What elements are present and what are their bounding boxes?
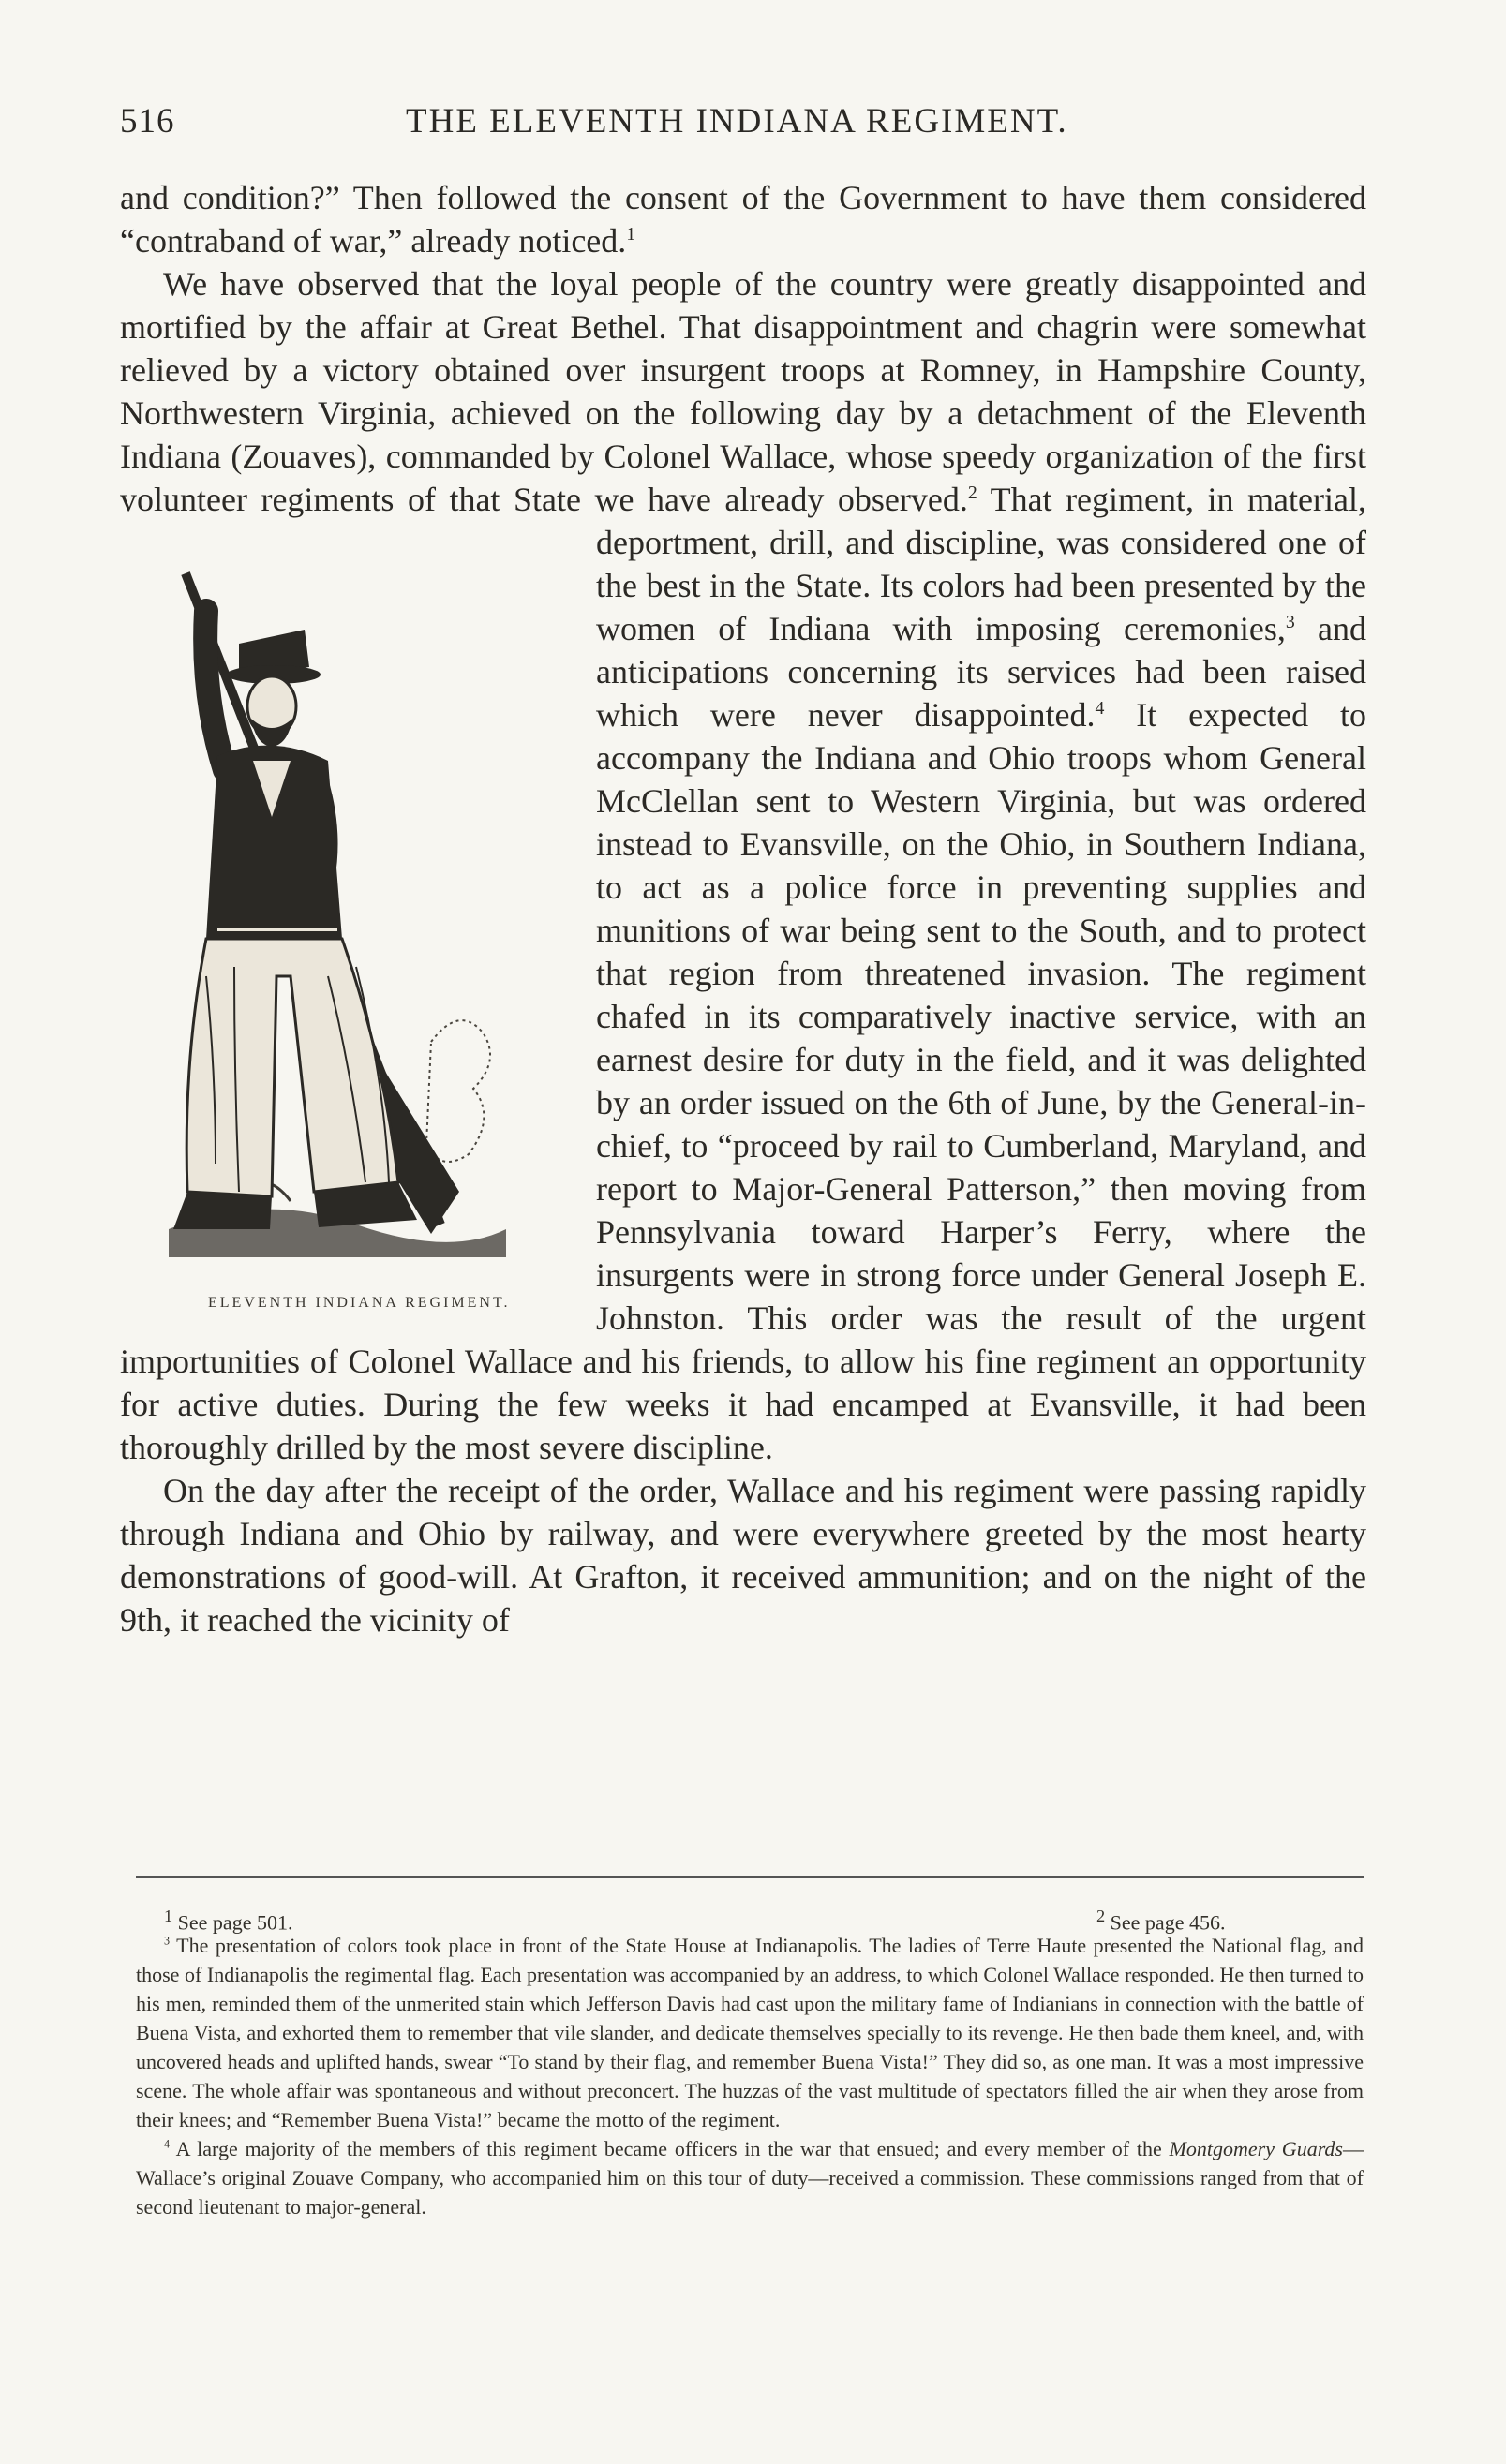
- zouave-illustration: [120, 521, 560, 1338]
- body-text: [120, 176, 1366, 1641]
- paragraph-2-text-d: It expected to accompany the Indiana and Ohio troops whom General McClellan sent to Western Virginia, but was ordered instead to Evansville, on the Ohio, in Southern Indiana, to act as a police force in preventing supplies and munitions of war being sent to the South, and to protect that region from threatened invasion. The regiment chafed in its comparatively inactive service, with an earnest desire for duty in the field, and it was delighted by an order issued on the 6th of June, by the General-in-chief, to “proceed by rail to Cumberland, Maryland, and report to Major-General Patterson,” then moving from Pennsylvania toward Harper’s Ferry, where the insurgents were in strong force under General Joseph E. Johnston. This order was the result of the urgent importunities of Colonel Wallace and his friends, to allow his fine regiment an opportunity for active duties. During the few weeks it had encamped at Evansville, it had been thoroughly drilled by the most severe discipline.: [120, 696, 1366, 1466]
- footnotes: [136, 1902, 1364, 2221]
- footnote-row-1-2: [136, 1902, 1364, 1935]
- paragraph-1: [120, 176, 1366, 262]
- footnote-4-italic: Montgomery Guards: [1169, 2137, 1343, 2160]
- footnote-ref-1: 1: [626, 224, 636, 245]
- zouave-soldier-engraving: [150, 536, 525, 1267]
- footnote-2-text: See page 456.: [1110, 1910, 1226, 1935]
- footnote-1-number: 1: [164, 1907, 173, 1925]
- footnote-4-text-a: A large majority of the members of this regiment became officers in the war that ensued; and every member of the: [175, 2137, 1170, 2160]
- paragraph-2: [120, 262, 1366, 1469]
- paragraph-2-text-a: We have observed that the loyal people of the country were greatly disappointed and mortified by the affair at Great Bethel. That disappointment and chagrin were somewhat relieved by a victory obtained over insurgent troops at Romney, in Hampshire County, Northwestern Virginia, achieved on the following day by a detachment of the Eleventh Indiana (Zouaves), commanded by Colonel Wallace, whose speedy organization of the first volunteer regiments of that State we have already observed.: [120, 265, 1366, 518]
- footnote-ref-3: 3: [1285, 612, 1295, 632]
- footnote-4-number: 4: [164, 2137, 171, 2151]
- footnote-4: [136, 2134, 1364, 2221]
- footnote-1-text: See page 501.: [177, 1910, 293, 1935]
- footnote-1: [164, 1902, 292, 1937]
- running-title: THE ELEVENTH INDIANA REGIMENT.: [406, 102, 1068, 141]
- footnote-3-number: 3: [164, 1934, 171, 1948]
- footnote-divider: [136, 1876, 1364, 1878]
- paragraph-3: On the day after the receipt of the order, Wallace and his regiment were passing rapidly through Indiana and Ohio by railway, and were everywhere greeted by the most hearty demonstrations of good-will. At Grafton, it received ammunition; and on the night of the 9th, it reached the vicinity of: [120, 1472, 1366, 1639]
- paragraph-1-text: and condition?” Then followed the consent of the Government to have them considered “contraband of war,” already noticed.: [120, 179, 1366, 260]
- paragraph-2-text-b: That regiment, in material, deportment, drill, and discipline, was considered one of the best in the State. Its colors had been presented by the women of Indiana with imposing ceremonies,: [596, 481, 1366, 647]
- footnote-3: [136, 1931, 1364, 2134]
- footnote-4-text-b: —Wallace’s original Zouave Company, who accompanied him on this tour of duty—received a commission. These commissions ranged from that of second lieutenant to major-general.: [136, 2137, 1364, 2219]
- page-number: 516: [120, 102, 175, 141]
- footnote-3-text: The presentation of colors took place in front of the State House at Indianapolis. The ladies of Terre Haute presented the National flag, and those of Indianapolis the regimental flag. Each presentation was accompanied by an address, to which Colonel Wallace responded. He then turned to his men, reminded them of the unmerited stain which Jefferson Davis had cast upon the military fame of Indianians in connection with the battle of Buena Vista, and exhorted them to remember that vile slander, and dedicate themselves specially to its revenge. He then bade them kneel, and, with uncovered heads and uplifted hands, swear “To stand by their flag, and remember Buena Vista!” They did so, as one man. It was a most impressive scene. The whole affair was spontaneous and without preconcert. The huzzas of the vast multitude of spectators filled the air when they arose from their knees; and “Remember Buena Vista!” became the motto of the regiment.: [136, 1934, 1364, 2131]
- paragraph-2-text-c: and anticipations concerning its services had been raised which were never disappointed.: [596, 610, 1366, 734]
- footnote-ref-4: 4: [1095, 698, 1105, 719]
- figure-caption: ELEVENTH INDIANA REGIMENT.: [208, 1295, 511, 1311]
- footnote-2-number: 2: [1096, 1907, 1106, 1925]
- footnote-ref-2: 2: [967, 482, 977, 503]
- footnote-2: [1096, 1902, 1225, 1937]
